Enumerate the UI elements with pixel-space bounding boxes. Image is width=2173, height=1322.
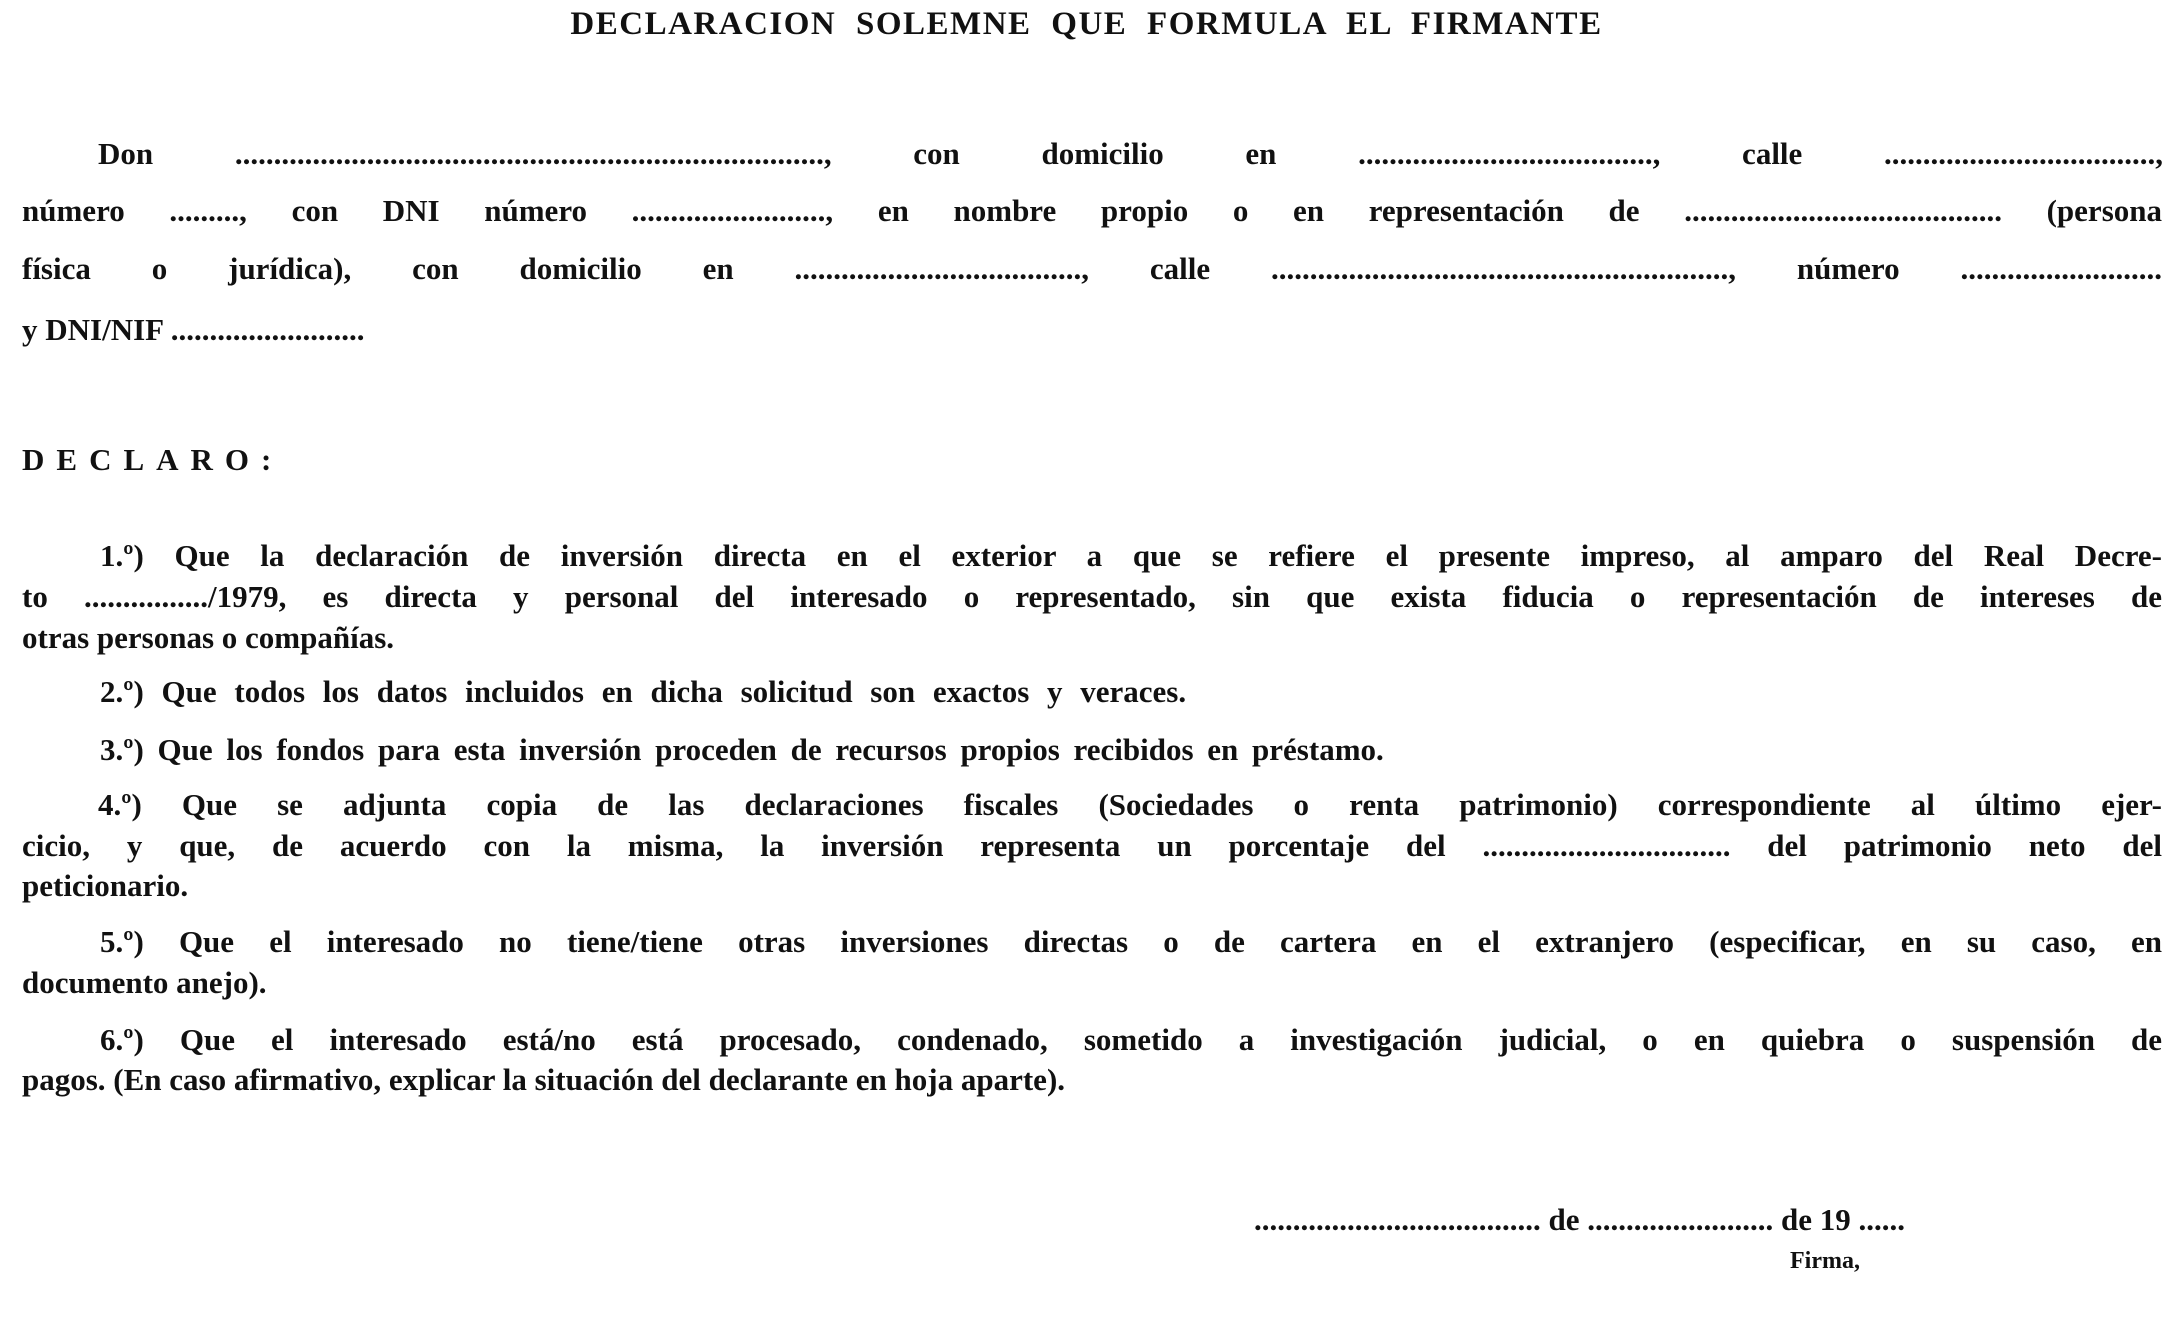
intro-line-1: Don ............................................................................, con domicilio en ......................................, calle ..................................., [98,136,2163,171]
date-line: ..................................... de ........................ de 19 ...... [1254,1202,1905,1237]
declaration-item-4-line-3: peticionario. [22,868,189,903]
signature-label: Firma, [1790,1248,1860,1274]
declaration-item-2-line-1: 2.º) Que todos los datos incluidos en dicha solicitud son exactos y veraces. [100,674,1187,709]
declaration-item-6-line-1: 6.º) Que el interesado está/no está procesado, condenado, sometido a investigación judicial, o en quiebra o suspensión de [100,1022,2162,1057]
declaration-item-5-line-2: documento anejo). [22,965,267,1000]
declaration-item-4-line-2: cicio, y que, de acuerdo con la misma, la inversión representa un porcentaje del ................................ del patrimonio neto del [22,828,2162,863]
declaration-item-1-line-1: 1.º) Que la declaración de inversión directa en el exterior a que se refiere el presente impreso, al amparo del Real Decre- [100,538,2162,573]
declaration-item-5-line-1: 5.º) Que el interesado no tiene/tiene otras inversiones directas o de cartera en el extranjero (especificar, en su caso, en [100,924,2162,959]
declaration-item-6-line-2: pagos. (En caso afirmativo, explicar la situación del declarante en hoja aparte). [22,1062,1066,1097]
declaration-item-4-line-1: 4.º) Que se adjunta copia de las declaraciones fiscales (Sociedades o renta patrimonio) correspondiente al último ejer- [98,787,2162,822]
declaration-item-1-line-2: to ................/1979, es directa y personal del interesado o representado, sin que exista fiducia o representación de intereses de [22,579,2162,614]
intro-line-4: y DNI/NIF ......................... [22,312,365,347]
declaration-item-3-line-1: 3.º) Que los fondos para esta inversión proceden de recursos propios recibidos en préstamo. [100,732,1384,767]
intro-line-2: número ........., con DNI número ........................., en nombre propio o en representación de ......................................... (persona [22,193,2162,228]
intro-line-3: física o jurídica), con domicilio en ....................................., calle ..........................................................., número .......................... [22,251,2162,286]
document-title: DECLARACION SOLEMNE QUE FORMULA EL FIRMANTE [570,6,1603,42]
declaration-item-1-line-3: otras personas o compañías. [22,620,395,655]
declaro-heading: DECLARO: [22,442,284,477]
